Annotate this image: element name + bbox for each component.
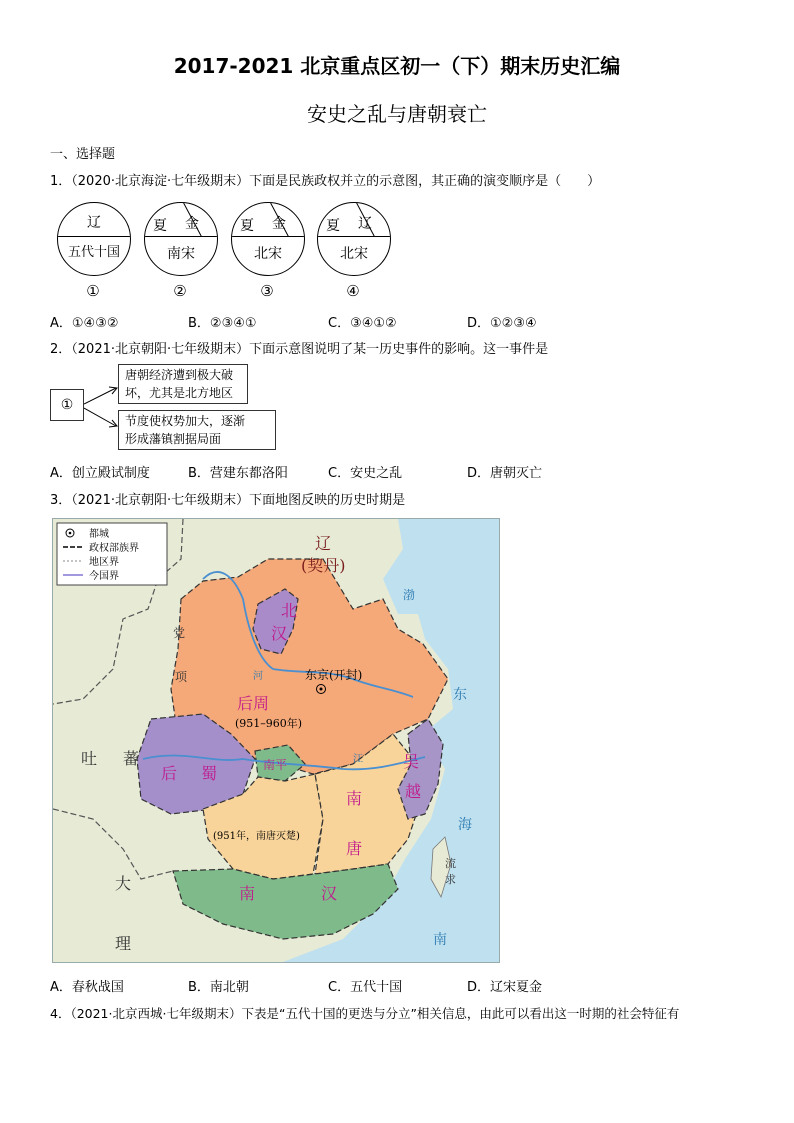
q3-option-a[interactable]: A．春秋战国 [50,980,124,995]
circle-3-number: ③ [260,282,274,300]
label-qidan: (契丹) [301,556,346,575]
label-beihan-2: 汉 [271,624,288,643]
label-capital: 东京(开封) [305,668,363,682]
label-dali-2: 理 [115,934,132,953]
circle-1-top: 辽 [87,215,101,231]
q2-effect-1-line-2: 坏，尤其是北方地区 [125,386,234,400]
q2-effect-2-line-2: 形成藩镇割据局面 [125,432,222,446]
q3-option-d[interactable]: D．辽宋夏金 [467,980,543,995]
circle-2-number: ② [173,282,187,300]
q2-option-a[interactable]: A．创立殿试制度 [50,466,150,481]
circle-2-top-right: 金 [185,216,199,232]
q2-effect-1-line-1: 唐朝经济遭到极大破 [125,368,234,382]
q2-option-b[interactable]: B．营建东都洛阳 [188,466,288,481]
question-1-stem: 1．（2020·北京海淀·七年级期末）下面是民族政权并立的示意图，其正确的演变顺序是（ ） [50,174,601,189]
q2-effect-2 [118,410,276,450]
label-nanping: 南平 [263,758,288,772]
question-3-stem: 3．（2021·北京朝阳·七年级期末）下面地图反映的历史时期是 [50,493,406,508]
question-2-options [50,462,542,481]
legend-label-modern: 今国界 [89,571,119,582]
label-wuyue-2: 越 [405,782,422,801]
q2-option-c[interactable]: C．安史之乱 [328,466,403,481]
label-wuyue-1: 吴 [403,752,420,771]
q3-option-c[interactable]: C．五代十国 [328,980,403,995]
label-nan: 南 [433,932,447,948]
historical-map [52,518,500,963]
label-dangxiang-2: 项 [175,670,188,684]
document-title: 2017-2021 北京重点区初一（下）期末历史汇编 [173,54,621,78]
q1-option-b[interactable]: B．②③④① [188,316,257,331]
diagram-circle-3 [231,202,305,276]
circle-4-number: ④ [346,282,360,300]
label-dali-1: 大 [115,874,132,893]
label-liuqiu-2: 求 [445,873,456,886]
legend-label-area: 地区界 [89,557,119,568]
document-subtitle: 安史之乱与唐朝衰亡 [307,102,487,126]
label-liuqiu-1: 流 [445,857,456,870]
diagram-circle-2 [144,202,218,276]
label-beihan-1: 北 [281,601,298,620]
label-bohai: 渤 [403,588,416,602]
q1-option-c[interactable]: C．③④①② [328,316,397,331]
label-river-he: 河 [253,671,263,682]
label-houzhou-years: (951–960年) [235,717,303,730]
label-nantang-1: 南 [346,789,363,808]
q2-effect-2-line-1: 节度使权势加大，逐渐 [125,414,246,428]
q2-effect-1 [118,364,248,404]
label-houshu-2: 蜀 [201,764,218,783]
question-3-options [50,976,542,995]
label-tubo-1: 吐 [81,749,98,768]
legend-label-capital: 都城 [89,529,109,540]
circle-1-number: ① [86,282,100,300]
label-liao: 辽 [315,534,332,553]
label-tubo-2: 蕃 [123,749,140,768]
label-nanhan-1: 南 [239,884,256,903]
label-dangxiang-1: 党 [173,626,186,640]
question-1-options [50,312,537,331]
circle-2-top-left: 夏 [153,218,167,234]
circle-1-bottom: 五代十国 [67,245,120,260]
circle-3-bottom: 北宋 [254,246,282,262]
label-houshu-1: 后 [161,764,178,783]
label-nantang-2: 唐 [346,839,363,858]
diagram-circle-4 [317,202,391,276]
circle-2-bottom: 南宋 [167,246,195,262]
q2-option-d[interactable]: D．唐朝灭亡 [467,466,543,481]
question-2-stem: 2．（2021·北京朝阳·七年级期末）下面示意图说明了某一历史事件的影响。这一事件是 [50,342,549,357]
q2-source-box: ① [50,389,84,421]
label-nanhan-2: 汉 [321,884,338,903]
section-heading: 一、选择题 [50,147,116,162]
circle-4-top-right: 辽 [358,216,372,232]
circle-3-top-left: 夏 [240,218,254,234]
label-houzhou: 后周 [237,694,270,713]
circle-3-top-right: 金 [272,216,286,232]
circle-4-top-left: 夏 [326,218,340,234]
circle-4-bottom: 北宋 [340,246,368,262]
q1-option-d[interactable]: D．①②③④ [467,316,537,331]
diagram-circle-1 [57,202,131,276]
q1-option-a[interactable]: A．①④③② [50,316,119,331]
label-chu-note: (951年，南唐灭楚) [213,831,300,842]
label-hai: 海 [458,817,472,833]
legend-label-border: 政权部族界 [89,543,139,554]
question-4-stem: 4．（2021·北京西城·七年级期末）下表是“五代十国的更迭与分立”相关信息，由此可以看出这一时期的社会特征有 [50,1006,680,1021]
q3-option-b[interactable]: B．南北朝 [188,980,249,995]
label-dong: 东 [453,687,467,703]
label-river-jiang: 江 [353,754,363,765]
